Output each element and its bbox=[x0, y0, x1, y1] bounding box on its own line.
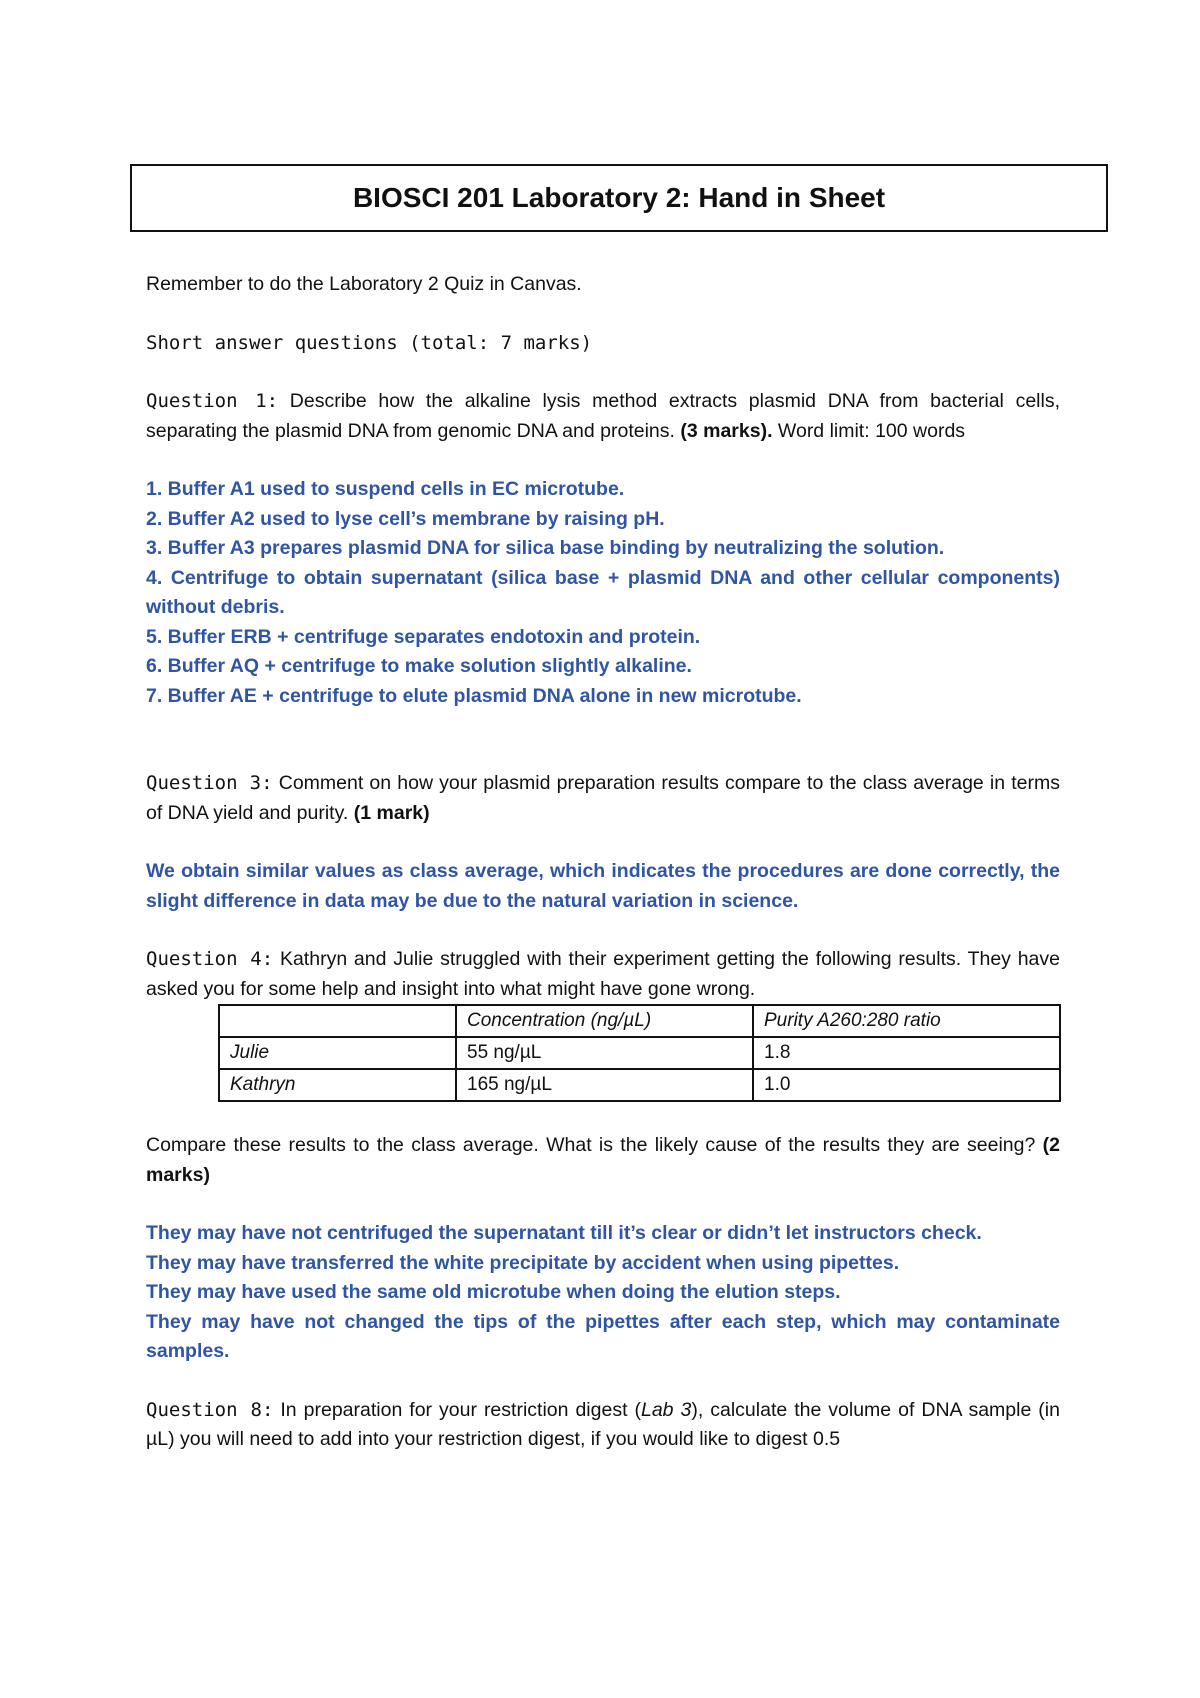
question-3 bbox=[146, 769, 1060, 828]
table-header-cell bbox=[219, 1005, 456, 1037]
answer-line: They may have not changed the tips of the pipettes after each step, which may contaminate samples. bbox=[146, 1310, 1060, 1362]
question-1-answers bbox=[146, 475, 1060, 711]
table-cell: 1.8 bbox=[753, 1037, 1060, 1069]
question-1-text: Describe how the alkaline lysis method extracts plasmid DNA from bacterial cells, separating the plasmid DNA from genomic DNA and proteins. bbox=[146, 390, 1060, 442]
question-4-followup bbox=[146, 1131, 1060, 1190]
answer-step: 7. Buffer AE + centrifuge to elute plasmid DNA alone in new microtube. bbox=[146, 684, 802, 707]
table-cell: 165 ng/µL bbox=[456, 1069, 753, 1101]
answer-line: They may have not centrifuged the supernatant till it’s clear or didn’t let instructors check. bbox=[146, 1222, 982, 1244]
answer-step: 2. Buffer A2 used to lyse cell’s membrane by raising pH. bbox=[146, 507, 665, 530]
question-1-label: Question 1: bbox=[146, 390, 279, 412]
question-1-marks: (3 marks). bbox=[680, 419, 773, 442]
answer-step: 1. Buffer A1 used to suspend cells in EC microtube. bbox=[146, 478, 625, 500]
question-4-marks: (2 marks) bbox=[146, 1134, 1060, 1186]
question-8-text-after: ), calculate the volume of DNA sample (in µL) you will need to add into your restriction digest, if you would like to digest 0.5 bbox=[146, 1398, 1060, 1450]
question-8 bbox=[146, 1396, 1060, 1455]
table-cell: 1.0 bbox=[753, 1069, 1060, 1101]
question-3-answer: We obtain similar values as class average, which indicates the procedures are done correctly, the slight difference in data may be due to the natural variation in science. bbox=[146, 860, 1060, 912]
answer-step: 3. Buffer A3 prepares plasmid DNA for silica base binding by neutralizing the solution. bbox=[146, 537, 945, 559]
question-8-text-before: In preparation for your restriction digest ( bbox=[273, 1398, 641, 1421]
table-header-cell: Concentration (ng/µL) bbox=[456, 1005, 753, 1037]
question-8-label: Question 8: bbox=[146, 1398, 274, 1421]
question-4-answers bbox=[146, 1219, 1060, 1367]
document-body bbox=[146, 270, 1060, 1455]
question-4-text: Kathryn and Julie struggled with their experiment getting the following results. They have asked you for some help and insight into what might have gone wrong. bbox=[146, 948, 1060, 1000]
reminder-text: Remember to do the Laboratory 2 Quiz in Canvas. bbox=[146, 273, 582, 295]
table-cell: 55 ng/µL bbox=[456, 1037, 753, 1069]
question-1 bbox=[146, 387, 1060, 446]
answer-line: They may have used the same old microtube when doing the elution steps. bbox=[146, 1281, 841, 1303]
question-3-label: Question 3: bbox=[146, 772, 273, 794]
table-header-row bbox=[219, 1005, 1060, 1037]
answer-line: They may have transferred the white precipitate by accident when using pipettes. bbox=[146, 1251, 900, 1274]
table-row bbox=[219, 1037, 1060, 1069]
question-4-followup-text: Compare these results to the class average. What is the likely cause of the results they are seeing? bbox=[146, 1134, 1043, 1156]
question-4-label: Question 4: bbox=[146, 948, 274, 970]
table-cell: Julie bbox=[219, 1037, 456, 1069]
question-4 bbox=[146, 945, 1060, 1004]
question-8-lab-ref: Lab 3 bbox=[640, 1398, 692, 1421]
question-3-text: Comment on how your plasmid preparation results compare to the class average in terms of DNA yield and purity. bbox=[146, 772, 1060, 824]
question-3-marks: (1 mark) bbox=[353, 801, 430, 824]
results-table bbox=[218, 1004, 1061, 1102]
table-row bbox=[219, 1069, 1060, 1101]
title-box bbox=[130, 164, 1108, 232]
answer-step: 5. Buffer ERB + centrifuge separates endotoxin and protein. bbox=[146, 625, 701, 648]
table-header-cell: Purity A260:280 ratio bbox=[753, 1005, 1060, 1037]
section-heading: Short answer questions (total: 7 marks) bbox=[146, 331, 593, 354]
question-1-word-limit: Word limit: 100 words bbox=[772, 419, 966, 442]
answer-step: 4. Centrifuge to obtain supernatant (silica base + plasmid DNA and other cellular components) without debris. bbox=[146, 566, 1060, 618]
table-cell: Kathryn bbox=[219, 1069, 456, 1101]
page-title: BIOSCI 201 Laboratory 2: Hand in Sheet bbox=[352, 182, 886, 213]
answer-step: 6. Buffer AQ + centrifuge to make solution slightly alkaline. bbox=[146, 655, 692, 677]
